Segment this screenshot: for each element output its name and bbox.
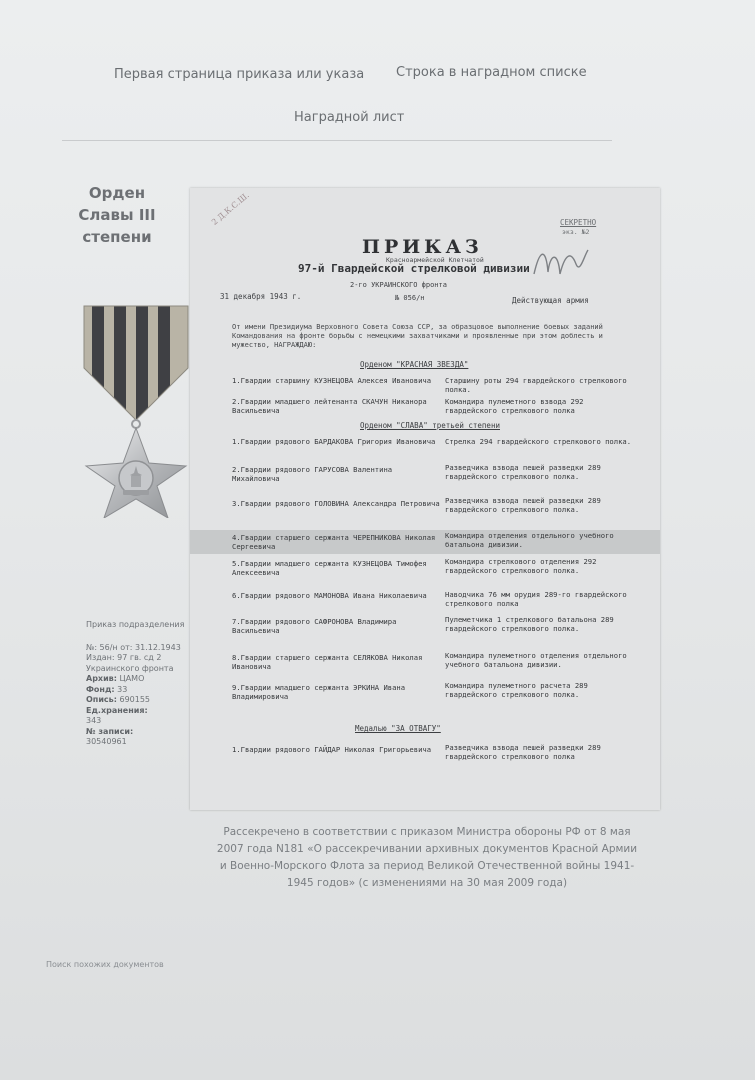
fond-label: Фонд: bbox=[86, 684, 115, 694]
entry-name: 2.Гвардии рядового ГАРУСОВА Валентина Михайловича bbox=[232, 465, 393, 483]
tab-award-list-row[interactable]: Строка в наградном списке bbox=[396, 65, 587, 80]
entry-name: 9.Гвардии младшего сержанта ЭРКИНА Ивана Владимировича bbox=[232, 683, 406, 701]
order-metadata bbox=[86, 620, 186, 748]
entry-name: 1.Гвардии старшину КУЗНЕЦОВА Алексея Ивановича bbox=[232, 376, 432, 385]
section-red-star: Орденом "КРАСНАЯ ЗВЕЗДА" bbox=[360, 360, 469, 369]
entry-post: Наводчика 76 мм орудия 289-го гвардейского стрелкового полка bbox=[445, 590, 627, 608]
storage-label: Ед.хранения: bbox=[86, 705, 148, 715]
entry-name: 1.Гвардии рядового БАРДАКОВА Григория Ивановича bbox=[232, 437, 436, 446]
section-medal: Медалью "ЗА ОТВАГУ" bbox=[355, 724, 441, 733]
entry-post: Старшину роты 294 гвардейского стрелкового полка. bbox=[445, 376, 627, 394]
opis-value: 690155 bbox=[119, 695, 151, 704]
issued-by: Издан: 97 гв. сд 2 Украинского фронта bbox=[86, 653, 174, 673]
secret-copy-number: экз. №2 bbox=[562, 228, 590, 236]
order-subheading: Красноармейской Клетчатой bbox=[386, 256, 484, 264]
record-value: 30540961 bbox=[86, 737, 127, 746]
front-name: 2-го УКРАИНСКОГО фронта bbox=[350, 281, 447, 289]
entry-post: Командира отделения отдельного учебного батальона дивизии. bbox=[445, 531, 614, 549]
army-label: Действующая армия bbox=[512, 296, 589, 305]
division-name: 97-й Гвардейской стрелковой дивизии bbox=[298, 262, 530, 275]
order-number-date: №: 56/н от: 31.12.1943 bbox=[86, 642, 181, 652]
order-number: № 056/н bbox=[395, 294, 425, 302]
tab-first-page[interactable]: Первая страница приказа или указа bbox=[114, 67, 365, 82]
entry-name: 8.Гвардии старшего сержанта СЕЛЯКОВА Николая Ивановича bbox=[232, 653, 423, 671]
entry-post: Разведчика взвода пешей разведки 289 гвардейского стрелкового полка. bbox=[445, 496, 601, 514]
document-tabs bbox=[0, 62, 755, 142]
entry-name: 6.Гвардии рядового МАМОНОВА Ивана Николаевича bbox=[232, 591, 427, 600]
archive-value: ЦАМО bbox=[119, 674, 145, 683]
entry-post: Командира пулеметного отделения отдельного учебного батальона дивизии. bbox=[445, 651, 627, 669]
storage-value: 343 bbox=[86, 716, 102, 725]
record-label: № записи: bbox=[86, 726, 134, 736]
award-title: Орден Славы III степени bbox=[78, 184, 156, 246]
similar-docs-link[interactable]: Поиск похожих документов bbox=[46, 960, 164, 969]
handwritten-signature-icon bbox=[530, 244, 592, 282]
section-glory: Орденом "СЛАВА" третьей степени bbox=[360, 421, 500, 430]
unit-label: Приказ подразделения bbox=[86, 620, 185, 629]
entry-post: Командира пулеметного расчета 289 гвардейского стрелкового полка. bbox=[445, 681, 588, 699]
entry-post: Разведчика взвода пешей разведки 289 гвардейского стрелкового полка. bbox=[445, 463, 601, 481]
handwritten-red-note: 2 Д.К.С.Ш. bbox=[210, 190, 251, 227]
order-intro: От имени Президиума Верховного Совета Союза ССР, за образцовое выполнение боевых заданий Командования на фронте борьбы с немецкими захватчиками и проявленные при этом доблесть и мужество, НАГРАЖДАЮ: bbox=[232, 323, 603, 349]
archive-label: Архив: bbox=[86, 674, 117, 683]
tabs-divider bbox=[62, 140, 612, 141]
secret-stamp: СЕКРЕТНО bbox=[560, 218, 597, 227]
entry-post: Пулеметчика 1 стрелкового батальона 289 гвардейского стрелкового полка. bbox=[445, 615, 614, 633]
opis-label: Опись: bbox=[86, 695, 117, 704]
fond-value: 33 bbox=[117, 684, 128, 694]
entry-name: 5.Гвардии младшего сержанта КУЗНЕЦОВА Тимофея Алексеевича bbox=[232, 559, 427, 577]
tab-award-sheet[interactable]: Наградной лист bbox=[294, 110, 405, 125]
entry-name: 4.Гвардии старшего сержанта ЧЕРЕПНИКОВА Николая Сергеевича bbox=[232, 533, 436, 551]
entry-name: 7.Гвардии рядового САФРОНОВА Владимира Васильевича bbox=[232, 617, 397, 635]
entry-post: Командира пулеметного взвода 292 гвардейского стрелкового полка bbox=[445, 397, 584, 415]
order-of-glory-medal-icon bbox=[76, 298, 196, 518]
entry-post: Стрелка 294 гвардейского стрелкового полка. bbox=[445, 437, 632, 446]
declassification-note: Рассекречено в соответствии с приказом Министра обороны РФ от 8 мая 2007 года N181 «О рассекречивании архивных документов Красной Армии и Военно-Морского Флота за период Великой Отечественной войны 1941-1945 годов» (с изменениями на 30 мая 2009 года) bbox=[216, 826, 638, 889]
entry-post: Разведчика взвода пешей разведки 289 гвардейского стрелкового полка bbox=[445, 743, 601, 761]
entry-name: 1.Гвардии рядового ГАЙДАР Николая Григорьевича bbox=[232, 745, 432, 754]
entry-name: 3.Гвардии рядового ГОЛОВИНА Александра Петровича bbox=[232, 499, 440, 508]
entry-name: 2.Гвардии младшего лейтенанта СКАЧУН Никанора Васильевича bbox=[232, 397, 427, 415]
order-scan[interactable] bbox=[190, 188, 660, 810]
order-heading: ПРИКАЗ bbox=[362, 236, 483, 258]
order-date: 31 декабря 1943 г. bbox=[220, 292, 302, 301]
entry-post: Командира стрелкового отделения 292 гвардейского стрелкового полка. bbox=[445, 557, 597, 575]
